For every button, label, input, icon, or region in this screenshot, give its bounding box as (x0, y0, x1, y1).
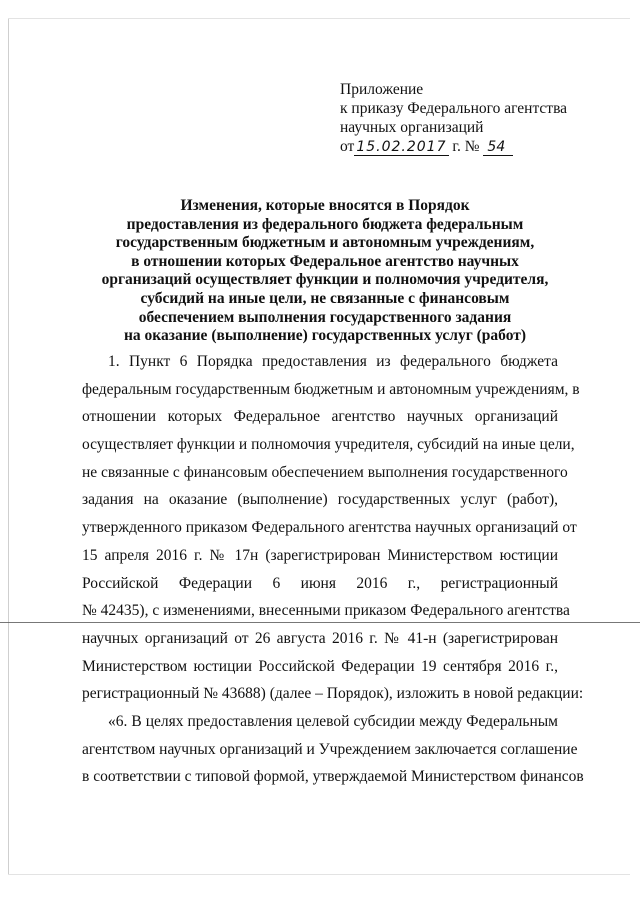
scan-border-bottom (8, 874, 630, 875)
annex-line-3: научных организаций (340, 119, 484, 136)
title-line: государственным бюджетным и автономным учреждениям, (115, 234, 535, 252)
scan-border-left (8, 18, 9, 875)
handwritten-number: 54 (483, 139, 513, 156)
scan-artifact-line (0, 622, 640, 623)
title-line: организаций осуществляет функции и полномочия учредителя, (101, 271, 549, 289)
annex-date-line (340, 137, 567, 157)
body-line: Российской Федерации 6 июня 2016 г., регистрационный (82, 574, 558, 592)
body-line: 15 апреля 2016 г. № 17н (зарегистрирован Министерством юстиции (82, 546, 558, 564)
body-line: отношении которых Федеральное агентство научных организаций (82, 408, 558, 426)
number-prefix: г. № (452, 138, 480, 155)
body-line: № 42435), с изменениями, внесенными приказом Федерального агентства (82, 602, 570, 620)
scan-border-top (8, 18, 630, 19)
title-line: предоставления из федерального бюджета федеральным (126, 215, 524, 233)
body-line: задания на оказание (выполнение) государственных услуг (работ), (82, 491, 558, 509)
document-body (82, 348, 584, 791)
title-line: в отношении которых Федеральное агентство научных (131, 252, 519, 270)
body-line: агентством научных организаций и Учреждением заключается соглашение (82, 740, 578, 758)
title-line: Изменения, которые вносятся в Порядок (180, 197, 470, 214)
title-line: субсидий на иные цели, не связанные с финансовым (140, 289, 510, 307)
date-prefix: от (340, 138, 355, 155)
title-line: обеспечением выполнения государственного задания (138, 308, 512, 326)
body-line: Министерством юстиции Российской Федерации 19 сентября 2016 г., (82, 657, 558, 675)
body-line: «6. В целях предоставления целевой субсидии между Федеральным (108, 712, 558, 730)
body-line: осуществляет функции и полномочия учредителя, субсидий на иные цели, (82, 436, 575, 454)
body-line: утвержденного приказом Федерального агентства научных организаций от (82, 519, 577, 537)
body-line: федеральным государственным бюджетным и автономным учреждениям, в (82, 380, 580, 398)
title-line: на оказание (выполнение) государственных услуг (работ) (123, 327, 527, 345)
annex-line-2: к приказу Федерального агентства (340, 100, 568, 117)
body-line: научных организаций от 26 августа 2016 г. № 41-н (зарегистрирован (82, 629, 558, 647)
body-line: не связанные с финансовым обеспечением выполнения государственного (82, 463, 568, 481)
body-line: регистрационный № 43688) (далее – Порядок), изложить в новой редакции: (82, 685, 584, 703)
annex-line-1: Приложение (340, 81, 424, 98)
document-title (60, 197, 590, 346)
handwritten-date: 15.02.2017 (356, 139, 447, 155)
annex-header (340, 80, 567, 157)
body-line: 1. Пункт 6 Порядка предоставления из федерального бюджета (108, 353, 558, 370)
body-line: в соответствии с типовой формой, утверждаемой Министерством финансов (82, 768, 584, 786)
